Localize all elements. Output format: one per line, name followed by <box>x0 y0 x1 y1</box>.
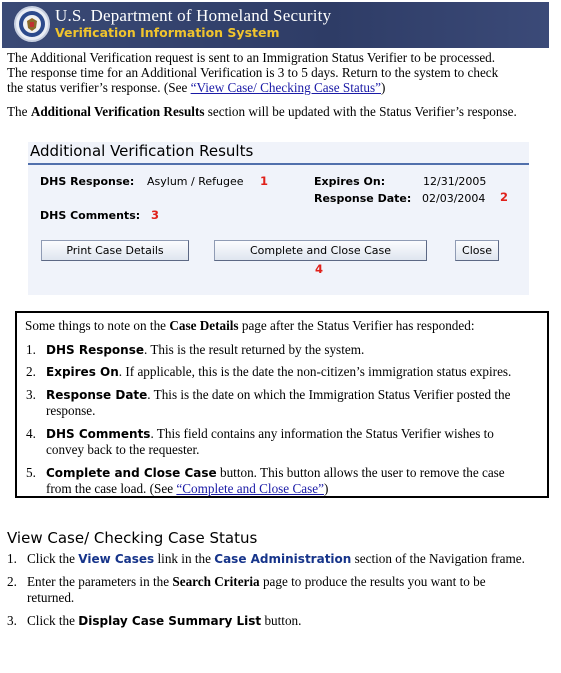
dhs-response-value: Asylum / Refugee <box>147 175 244 188</box>
marker-2: 2 <box>500 190 509 204</box>
note-item-4 <box>26 426 494 442</box>
marker-4: 4 <box>315 262 324 276</box>
case-details-notes-box <box>15 311 549 498</box>
intro-line-4-pre: The <box>7 104 31 119</box>
note-term: Complete and Close Case <box>46 466 217 480</box>
response-date-value: 02/03/2004 <box>422 192 486 205</box>
note-body <box>46 387 511 403</box>
system-subtitle: Verification Information System <box>55 25 280 40</box>
note-num: 1. <box>26 342 36 357</box>
step-2-cont: returned. <box>27 590 75 605</box>
intro-line-4 <box>7 104 517 120</box>
note-body <box>46 342 364 358</box>
header-banner <box>2 2 549 48</box>
search-criteria-term: Search Criteria <box>172 574 260 589</box>
panel-title: Additional Verification Results <box>30 142 254 160</box>
note-body <box>46 364 511 380</box>
note-item-5 <box>26 465 505 481</box>
note-num: 4. <box>26 426 36 441</box>
view-cases-term: View Cases <box>78 552 155 566</box>
step-1 <box>7 551 525 567</box>
intro-line-3-close: ) <box>381 80 386 95</box>
step-num: 3. <box>7 613 17 628</box>
note-item-2 <box>26 364 512 380</box>
note-text: . This field contains any information the Status Verifier wishes to <box>150 426 494 441</box>
close-button[interactable]: Close <box>455 240 499 261</box>
note-term: DHS Comments <box>46 427 151 441</box>
complete-and-close-case-button[interactable]: Complete and Close Case <box>214 240 427 261</box>
step-text: section of the Navigation frame. <box>351 551 525 566</box>
note-term: Expires On <box>46 365 119 379</box>
expires-on-value: 12/31/2005 <box>423 175 487 188</box>
note-term: DHS Response <box>46 343 145 357</box>
step-num: 1. <box>7 551 17 566</box>
step-body <box>27 574 486 590</box>
intro-line-1: The Additional Verification request is sent to an Immigration Status Verifier to be processed. <box>7 50 496 65</box>
step-text: button. <box>261 613 302 628</box>
dhs-seal-icon <box>14 6 50 42</box>
note-num: 3. <box>26 387 36 402</box>
intro-line-4-post: section will be updated with the Status Verifier’s response. <box>204 104 517 119</box>
marker-3: 3 <box>151 208 160 222</box>
additional-verification-results-panel <box>28 142 529 295</box>
expires-on-label: Expires On: <box>314 175 386 188</box>
step-text: Enter the parameters in the <box>27 574 173 589</box>
note-item-4-cont: convey back to the requester. <box>46 442 200 457</box>
note-item-3 <box>26 387 511 403</box>
section-heading: View Case/ Checking Case Status <box>7 529 258 547</box>
marker-1: 1 <box>260 174 269 188</box>
case-administration-term: Case Administration <box>214 552 352 566</box>
note-term: Response Date <box>46 388 148 402</box>
dhs-response-label: DHS Response: <box>40 175 135 188</box>
note-5-cont-pre: from the case load. (See <box>46 481 177 496</box>
note-text: . This is the result returned by the system. <box>144 342 365 357</box>
step-body <box>27 551 525 567</box>
view-case-status-link[interactable]: “View Case/ Checking Case Status” <box>190 80 381 95</box>
step-num: 2. <box>7 574 17 589</box>
note-text: . This is the date on which the Immigration Status Verifier posted the <box>147 387 511 402</box>
notes-intro <box>25 318 475 334</box>
response-date-label: Response Date: <box>314 192 412 205</box>
step-body <box>27 613 301 629</box>
notes-intro-pre: Some things to note on the <box>25 318 170 333</box>
note-body <box>46 465 505 481</box>
note-num: 2. <box>26 364 36 379</box>
intro-line-2: The response time for an Additional Verification is 3 to 5 days. Return to the system to check <box>7 65 499 80</box>
intro-line-3 <box>7 80 385 96</box>
note-num: 5. <box>26 465 36 480</box>
print-case-details-button[interactable]: Print Case Details <box>41 240 189 261</box>
note-item-5-cont <box>46 481 328 497</box>
dhs-comments-label: DHS Comments: <box>40 209 141 222</box>
notes-intro-post: page after the Status Verifier has responded: <box>238 318 475 333</box>
step-3 <box>7 613 302 629</box>
step-text: link in the <box>154 551 215 566</box>
note-item-3-cont: response. <box>46 403 96 418</box>
agency-title: U.S. Department of Homeland Security <box>55 6 332 25</box>
note-text: . If applicable, this is the date the non-citizen’s immigration status expires. <box>118 364 512 379</box>
note-5-cont-post: ) <box>323 481 329 496</box>
panel-divider <box>28 163 529 165</box>
step-text: page to produce the results you want to be <box>259 574 486 589</box>
step-text: Click the <box>27 551 79 566</box>
note-item-1 <box>26 342 365 358</box>
intro-line-3-text: the status verifier’s response. (See <box>7 80 191 95</box>
step-text: Click the <box>27 613 79 628</box>
step-2 <box>7 574 486 590</box>
note-text: button. This button allows the user to remove the case <box>216 465 505 480</box>
intro-line-4-bold: Additional Verification Results <box>30 104 205 119</box>
complete-and-close-case-link[interactable]: “Complete and Close Case” <box>176 481 324 496</box>
notes-intro-bold: Case Details <box>169 318 239 333</box>
display-case-summary-term: Display Case Summary List <box>78 614 262 628</box>
note-body <box>46 426 494 442</box>
